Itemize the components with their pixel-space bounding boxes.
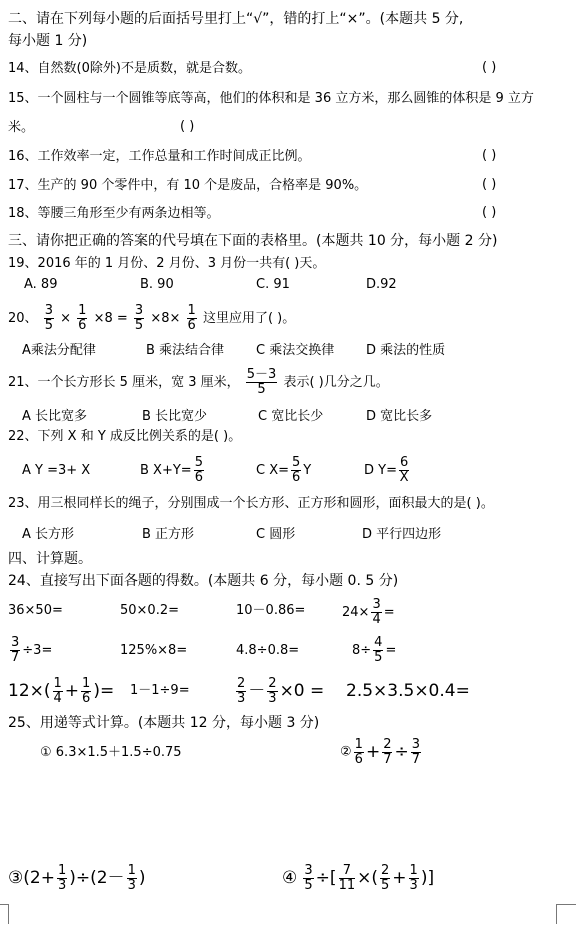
page-corner-right <box>556 904 576 905</box>
q23-option-d[interactable]: D 平行四边形 <box>362 527 442 542</box>
q20-frac-1: $\frac{3}{5}$ <box>44 303 53 333</box>
q22-option-c[interactable]: C X= $\frac{5}{6}$ Y <box>256 455 312 485</box>
question-17: 17、生产的 90 个零件中，有 10 个是废品，合格率是 90%。 <box>8 178 368 193</box>
q19-option-c[interactable]: C. 91 <box>256 277 290 292</box>
p2-frac-2: $\frac{2}{7}$ <box>383 736 392 767</box>
q20-mid: ×8 = <box>93 311 128 326</box>
q21-option-b[interactable]: B 长比宽少 <box>142 409 208 424</box>
p3-frac-1: $\frac{1}{3}$ <box>57 862 67 893</box>
calc-36x50: 36×50= <box>8 603 63 618</box>
answer-paren-14[interactable]: ( ) <box>482 60 497 75</box>
q21-option-c[interactable]: C 宽比长少 <box>258 409 324 424</box>
calc-3-7div3: $\frac{3}{7}$ ÷3= <box>11 635 53 665</box>
p4-frac-2: $\frac{7}{11}$ <box>338 862 356 893</box>
p4-frac-4: $\frac{1}{3}$ <box>409 862 418 893</box>
q22-c-frac: $\frac{5}{6}$ <box>292 455 301 485</box>
calc-2.5x3.5x0.4: 2.5×3.5×0.4= <box>346 681 470 701</box>
q20-frac-4: $\frac{1}{6}$ <box>187 303 196 333</box>
q23-option-a[interactable]: A 长方形 <box>22 527 75 542</box>
section-2-title-line2: 每小题 1 分) <box>8 33 88 49</box>
q20-option-a[interactable]: A乘法分配律 <box>22 343 96 358</box>
question-25-title: 25、用递等式计算。(本题共 12 分，每小题 3 分) <box>8 715 320 731</box>
question-22: 22、下列 X 和 Y 成反比例关系的是( )。 <box>8 429 242 444</box>
p3-frac-2: $\frac{1}{3}$ <box>127 862 136 893</box>
calc-10-0.86: 10－0.86= <box>236 603 306 618</box>
q22-b-frac: $\frac{5}{6}$ <box>194 455 203 485</box>
q19-option-a[interactable]: A. 89 <box>24 277 58 292</box>
calc-50x0.2: 50×0.2= <box>120 603 180 618</box>
calc-1-1div9: 1－1÷9= <box>130 683 190 698</box>
page-corner-right-v <box>556 904 557 924</box>
calc-4.8div0.8: 4.8÷0.8= <box>236 643 300 658</box>
problem-4: ④ $\frac{3}{5}$ ÷[ $\frac{7}{11}$ ×( $\frac{2}{5}$ + $\frac{1}{3}$ )] <box>282 862 435 893</box>
calc-12x-sum: 12×( $\frac{1}{4}$ + $\frac{1}{6}$ )= <box>8 675 115 706</box>
question-14: 14、自然数(0除外)不是质数，就是合数。 <box>8 61 251 76</box>
problem-2: ② $\frac{1}{6}$ + $\frac{2}{7}$ ÷ $\frac{3}{7}$ <box>340 736 420 767</box>
section-3-title: 三、请你把正确的答案的代号填在下面的表格里。(本题共 10 分，每小题 2 分) <box>8 233 498 249</box>
q20-suffix: 这里应用了( )。 <box>202 311 296 326</box>
section-4-title: 四、计算题。 <box>8 551 92 567</box>
p4-frac-1: $\frac{3}{5}$ <box>304 862 313 893</box>
q20-option-c[interactable]: C 乘法交换律 <box>256 343 335 358</box>
q21-option-d[interactable]: D 宽比长多 <box>366 409 433 424</box>
problem-1: ① 6.3×1.5＋1.5÷0.75 <box>40 745 182 760</box>
q20-prefix: 20、 <box>8 311 38 326</box>
answer-paren-17[interactable]: ( ) <box>482 177 497 192</box>
question-15-line2: 米。 <box>8 120 35 135</box>
question-15-line1: 15、一个圆柱与一个圆锥等底等高，他们的体积和是 36 立方米，那么圆锥的体积是 9 立方 <box>8 91 534 106</box>
question-23: 23、用三根同样长的绳子，分别围成一个长方形、正方形和圆形，面积最大的是( )。 <box>8 496 494 511</box>
q20-frac-2: $\frac{1}{6}$ <box>78 303 87 333</box>
q20-frac-3: $\frac{3}{5}$ <box>134 303 144 333</box>
answer-paren-18[interactable]: ( ) <box>482 205 497 220</box>
q20-mid2: ×8× <box>150 311 181 326</box>
calc-2-3-minus: $\frac{2}{3}$ － $\frac{2}{3}$ ×0 = <box>237 675 325 706</box>
calc-23-frac-2: $\frac{2}{3}$ <box>268 675 277 706</box>
problem-3: ③(2+ $\frac{1}{3}$ )÷(2－ $\frac{1}{3}$ ) <box>8 862 146 893</box>
q22-option-a[interactable]: A Y =3+ X <box>22 463 91 478</box>
q20-option-d[interactable]: D 乘法的性质 <box>366 343 446 358</box>
question-21 <box>8 366 389 400</box>
q22-option-b[interactable]: B X+Y= $\frac{5}{6}$ <box>140 455 203 485</box>
q23-option-b[interactable]: B 正方形 <box>142 527 195 542</box>
calc-8div4-5: 8÷ $\frac{4}{5}$ = <box>352 635 397 665</box>
calc-125pct-x8: 125%×8= <box>120 643 188 658</box>
q22-d-frac: $\frac{6}{X}$ <box>399 455 409 485</box>
calc-12-frac-2: $\frac{1}{6}$ <box>82 675 91 706</box>
calc-8div-frac: $\frac{4}{5}$ <box>374 635 383 665</box>
answer-paren-16[interactable]: ( ) <box>482 148 497 163</box>
q22-option-d[interactable]: D Y= $\frac{6}{X}$ <box>364 455 409 485</box>
q20-op: × <box>60 311 72 326</box>
calc-24-frac: $\frac{3}{4}$ <box>372 597 381 627</box>
calc-3-7-frac: $\frac{3}{7}$ <box>11 635 20 665</box>
p2-frac-3: $\frac{3}{7}$ <box>411 736 420 767</box>
p4-frac-3: $\frac{2}{5}$ <box>381 862 390 893</box>
q21-prefix: 21、一个长方形长 5 厘米，宽 3 厘米， <box>8 375 240 390</box>
question-19: 19、2016 年的 1 月份、2 月份、3 月份一共有( )天。 <box>8 256 326 271</box>
question-20 <box>8 302 295 336</box>
question-18: 18、等腰三角形至少有两条边相等。 <box>8 206 220 221</box>
question-16: 16、工作效率一定，工作总量和工作时间成正比例。 <box>8 149 311 164</box>
q21-frac: $\frac{5-3}{5}$ <box>246 367 277 397</box>
answer-paren-15[interactable]: ( ) <box>180 119 195 134</box>
calc-23-frac-1: $\frac{2}{3}$ <box>237 675 246 706</box>
page-corner-left-v <box>8 904 9 924</box>
q19-option-b[interactable]: B. 90 <box>140 277 174 292</box>
q20-option-b[interactable]: B 乘法结合律 <box>146 343 225 358</box>
calc-24x3-4: 24× $\frac{3}{4}$ = <box>342 597 395 627</box>
q21-suffix: 表示( )几分之几。 <box>283 375 389 390</box>
p2-frac-1: $\frac{1}{6}$ <box>354 736 363 767</box>
q21-option-a[interactable]: A 长比宽多 <box>22 409 88 424</box>
question-24-title: 24、直接写出下面各题的得数。(本题共 6 分，每小题 0. 5 分) <box>8 573 399 589</box>
q23-option-c[interactable]: C 圆形 <box>256 527 296 542</box>
calc-12-frac-1: $\frac{1}{4}$ <box>53 675 62 706</box>
page-corner-left <box>0 904 8 905</box>
section-2-title-line1: 二、请在下列每小题的后面括号里打上“√”，错的打上“×”。(本题共 5 分, <box>8 11 464 27</box>
q19-option-d[interactable]: D.92 <box>366 277 397 292</box>
